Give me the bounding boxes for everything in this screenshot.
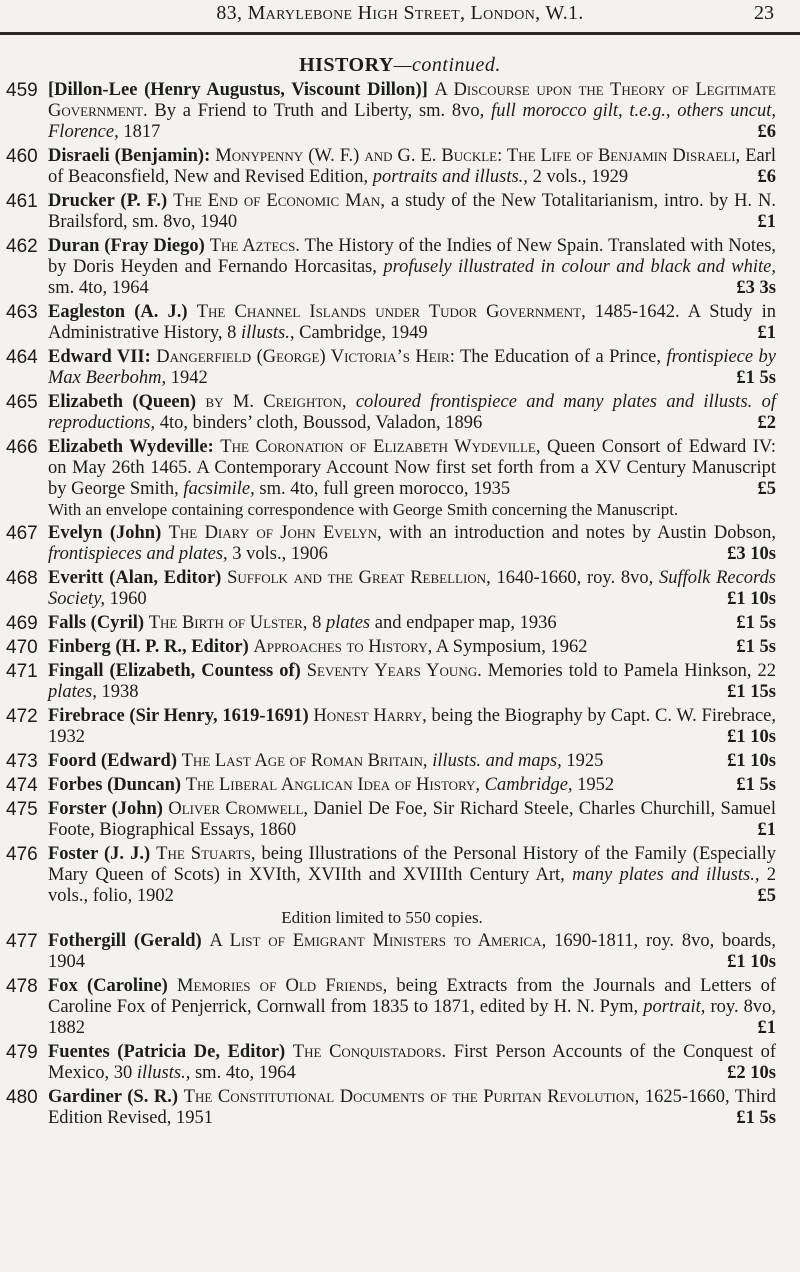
entry-description: illusts., xyxy=(136,1063,191,1083)
catalogue-entry xyxy=(0,751,800,772)
entry-number: 461 xyxy=(6,191,38,212)
entry-details: The History of the Indies of New Spain. Translated with Notes, by Doris Heyden and Fernando Horcasitas, xyxy=(48,236,777,277)
entry-title: Oliver Cromwell, xyxy=(168,799,309,819)
catalogue-entry xyxy=(0,976,800,1039)
entry-text xyxy=(48,1042,776,1084)
entry-price: £1 xyxy=(757,1018,776,1038)
section-continued: —continued. xyxy=(393,54,501,76)
entry-price: £1 xyxy=(757,212,776,232)
catalogue-entry xyxy=(0,637,800,658)
entry-text xyxy=(48,844,776,907)
entry-title: Honest Harry, xyxy=(313,706,427,726)
entry-author: Disraeli (Benjamin): xyxy=(48,146,211,166)
entry-imprint: sm. 4to, 1964 xyxy=(48,278,149,298)
entry-price: £2 10s xyxy=(727,1063,776,1083)
catalogue-entries xyxy=(0,80,800,1132)
catalogue-entry xyxy=(0,1087,800,1129)
entry-text xyxy=(48,613,776,634)
entry-details: 1485-1642. A Study in Administrative History, 8 xyxy=(48,302,776,343)
entry-title: The Conquistadors. xyxy=(292,1042,447,1062)
entry-author: Forster (John) xyxy=(48,799,163,819)
entry-author: Eagleston (A. J.) xyxy=(48,302,188,322)
entry-details: First Person Accounts of the Conquest of Mexico, 30 xyxy=(48,1042,777,1083)
entry-author: Forbes (Duncan) xyxy=(48,775,182,795)
entry-author: Fuentes (Patricia De, Editor) xyxy=(48,1042,286,1062)
catalogue-entry xyxy=(0,706,800,748)
entry-author: [Dillon-Lee (Henry Augustus, Viscount Dillon)] xyxy=(48,80,428,100)
catalogue-entry xyxy=(0,844,800,928)
entry-text xyxy=(48,568,776,610)
entry-title: The Diary of John Evelyn, xyxy=(168,523,382,543)
catalogue-entry xyxy=(0,1042,800,1084)
entry-price: £1 5s xyxy=(736,368,776,388)
entry-number: 474 xyxy=(6,775,38,796)
entry-price: £1 15s xyxy=(727,682,776,702)
entry-price: £1 10s xyxy=(727,751,776,771)
entry-text xyxy=(48,302,776,344)
entry-number: 464 xyxy=(6,347,38,368)
catalogue-entry xyxy=(0,236,800,299)
entry-author: Evelyn (John) xyxy=(48,523,162,543)
entry-number: 465 xyxy=(6,392,38,413)
entry-details: being Illustrations of the Personal History of the Family (Especially Mary Queen of Scots) in XVIth, XVIIth and XVIIIth Century Art, xyxy=(48,844,777,885)
entry-description: profusely illustrated in colour and black and white, xyxy=(383,257,777,277)
entry-text xyxy=(48,146,776,188)
entry-author: Elizabeth (Queen) xyxy=(48,392,197,412)
entry-text xyxy=(48,637,776,658)
entry-description: plates, xyxy=(48,682,97,702)
entry-imprint: 1938 xyxy=(101,682,139,702)
entry-number: 467 xyxy=(6,523,38,544)
entry-number: 476 xyxy=(6,844,38,865)
page-header xyxy=(0,0,800,34)
entry-description: Suffolk Records Society, xyxy=(48,568,777,609)
entry-author: Duran (Fray Diego) xyxy=(48,236,205,256)
entry-title: The Coronation of Elizabeth Wydeville, xyxy=(220,437,541,457)
entry-price: £1 xyxy=(757,820,776,840)
entry-imprint: 1817 xyxy=(123,122,161,142)
entry-imprint: and endpaper map, 1936 xyxy=(374,613,557,633)
catalogue-entry xyxy=(0,523,800,565)
entry-author: Firebrace (Sir Henry, 1619-1691) xyxy=(48,706,309,726)
entry-number: 479 xyxy=(6,1042,38,1063)
catalogue-entry xyxy=(0,775,800,796)
entry-author: Falls (Cyril) xyxy=(48,613,145,633)
entry-description: portrait, xyxy=(643,997,706,1017)
entry-price: £2 xyxy=(757,413,776,433)
entry-text xyxy=(48,706,776,748)
entry-details: a study of the New Totalitarianism, intro. by H. N. Brailsford, sm. 8vo, 1940 xyxy=(48,191,777,232)
entry-imprint: 2 vols., folio, 1902 xyxy=(48,865,776,906)
entry-number: 471 xyxy=(6,661,38,682)
catalogue-entry xyxy=(0,392,800,434)
entry-details: being Extracts from the Journals and Letters of Caroline Fox of Penjerrick, Cornwall from 1835 to 1871, edited by H. N. Pym, xyxy=(48,976,777,1017)
entry-text xyxy=(48,1087,776,1129)
entry-text xyxy=(48,191,776,233)
entry-author: Foster (J. J.) xyxy=(48,844,151,864)
catalogue-entry xyxy=(0,347,800,389)
entry-details: A Symposium, 1962 xyxy=(435,637,588,657)
entry-details: Earl of Beaconsfield, New and Revised Edition, xyxy=(48,146,777,187)
entry-title: by M. Creighton, xyxy=(205,392,347,412)
entry-note: With an envelope containing correspondence with George Smith concerning the Manuscript. xyxy=(48,500,679,519)
entry-imprint: 1960 xyxy=(109,589,147,609)
entry-text xyxy=(48,931,776,973)
entry-text xyxy=(48,523,776,565)
entry-note: Edition limited to 550 copies. xyxy=(281,908,483,927)
entry-number: 466 xyxy=(6,437,38,458)
entry-details: being the Biography by Capt. C. W. Firebrace, 1932 xyxy=(48,706,776,747)
entry-number: 477 xyxy=(6,931,38,952)
entry-title: The Channel Islands under Tudor Government, xyxy=(196,302,586,322)
entry-description: many plates and illusts., xyxy=(572,865,760,885)
entry-price: £5 xyxy=(757,479,776,499)
entry-details: 1690-1811, roy. 8vo, boards, 1904 xyxy=(48,931,776,972)
entry-author: Fingall (Elizabeth, Countess of) xyxy=(48,661,301,681)
entry-imprint: 4to, binders’ cloth, Boussod, Valadon, 1896 xyxy=(159,413,483,433)
entry-imprint: 1925 xyxy=(566,751,604,771)
entry-description: frontispiece by Max Beerbohm, xyxy=(48,347,777,388)
entry-details: Queen Consort of Edward IV: on May 26th 1465. A Contemporary Account Now first set forth from a XV Century Manuscript by George Smith, xyxy=(48,437,776,499)
entry-number: 459 xyxy=(6,80,38,101)
section-title: HISTORY xyxy=(299,54,394,76)
catalogue-entry xyxy=(0,661,800,703)
entry-imprint: sm. 4to, full green morocco, 1935 xyxy=(259,479,511,499)
entry-title: The End of Economic Man, xyxy=(173,191,385,211)
entry-details: By a Friend to Truth and Liberty, sm. 8vo, xyxy=(154,101,485,121)
entry-imprint: 3 vols., 1906 xyxy=(232,544,328,564)
entry-number: 468 xyxy=(6,568,38,589)
catalogue-entry xyxy=(0,191,800,233)
entry-details: Memories told to Pamela Hinkson, 22 xyxy=(487,661,777,681)
entry-imprint: sm. 4to, 1964 xyxy=(194,1063,296,1083)
entry-author: Fothergill (Gerald) xyxy=(48,931,202,951)
entry-author: Fox (Caroline) xyxy=(48,976,168,996)
entry-price: £1 10s xyxy=(727,952,776,972)
catalogue-entry xyxy=(0,146,800,188)
entry-description: portraits and illusts., xyxy=(372,167,528,187)
entry-price: £1 5s xyxy=(736,1108,776,1128)
entry-text xyxy=(48,661,776,703)
entry-description: frontispieces and plates, xyxy=(48,544,228,564)
entry-price: £6 xyxy=(757,122,776,142)
entry-text xyxy=(48,437,776,500)
entry-number: 463 xyxy=(6,302,38,323)
entry-description: illusts., xyxy=(241,323,295,343)
catalogue-entry xyxy=(0,799,800,841)
entry-price: £1 5s xyxy=(736,613,776,633)
header-rule xyxy=(0,32,800,35)
catalogue-entry xyxy=(0,568,800,610)
entry-imprint: 1942 xyxy=(170,368,208,388)
entry-author: Foord (Edward) xyxy=(48,751,177,771)
header-address: 83, Marylebone High Street, London, W.1. xyxy=(216,2,584,24)
entry-text xyxy=(48,347,776,389)
entry-title: The Aztecs. xyxy=(209,236,300,256)
page-number: 23 xyxy=(754,2,774,24)
entry-imprint: roy. 8vo, 1882 xyxy=(48,997,776,1038)
entry-number: 478 xyxy=(6,976,38,997)
entry-number: 473 xyxy=(6,751,38,772)
entry-title: The Constitutional Documents of the Puritan Revolution, xyxy=(183,1087,640,1107)
entry-details: The Education of a Prince, xyxy=(459,347,661,367)
entry-text xyxy=(48,976,776,1039)
entry-author: Elizabeth Wydeville: xyxy=(48,437,214,457)
entry-description: facsimile, xyxy=(183,479,255,499)
entry-author: Everitt (Alan, Editor) xyxy=(48,568,222,588)
entry-imprint: 1952 xyxy=(577,775,615,795)
entry-description: illusts. and maps, xyxy=(432,751,562,771)
entry-price: £5 xyxy=(757,886,776,906)
entry-details: 1640-1660, roy. 8vo, xyxy=(496,568,654,588)
catalogue-entry xyxy=(0,80,800,143)
entry-number: 475 xyxy=(6,799,38,820)
entry-author: Drucker (P. F.) xyxy=(48,191,168,211)
entry-details: Daniel De Foe, Sir Richard Steele, Charles Churchill, Samuel Foote, Biographical Essays, 1860 xyxy=(48,799,777,840)
entry-number: 460 xyxy=(6,146,38,167)
entry-text xyxy=(48,392,776,434)
entry-price: £1 5s xyxy=(736,637,776,657)
entry-title: Approaches to History, xyxy=(253,637,433,657)
entry-title: Seventy Years Young. xyxy=(306,661,482,681)
entry-details: 8 xyxy=(312,613,322,633)
entry-price: £3 10s xyxy=(727,544,776,564)
entry-imprint: 2 vols., 1929 xyxy=(532,167,629,187)
entry-number: 470 xyxy=(6,637,38,658)
catalogue-entry xyxy=(0,302,800,344)
entry-text xyxy=(48,775,776,796)
entry-number: 469 xyxy=(6,613,38,634)
entry-title: Dangerfield (George) Victoria’s Heir: xyxy=(156,347,455,367)
entry-title: Memories of Old Friends, xyxy=(177,976,388,996)
catalogue-entry xyxy=(0,437,800,520)
entry-price: £1 10s xyxy=(727,589,776,609)
entry-text xyxy=(48,236,776,299)
entry-number: 472 xyxy=(6,706,38,727)
entry-title: The Stuarts, xyxy=(156,844,256,864)
entry-details: 1625-1660, Third Edition Revised, 1951 xyxy=(48,1087,776,1128)
entry-title: The Birth of Ulster, xyxy=(148,613,308,633)
entry-author: Gardiner (S. R.) xyxy=(48,1087,179,1107)
entry-text xyxy=(48,799,776,841)
entry-title: A List of Emigrant Ministers to America, xyxy=(209,931,547,951)
entry-price: £1 xyxy=(757,323,776,343)
entry-description: full morocco gilt, t.e.g., others uncut, Florence, xyxy=(48,101,777,142)
entry-title: The Liberal Anglican Idea of History, xyxy=(185,775,481,795)
entry-price: £1 5s xyxy=(736,775,776,795)
catalogue-entry xyxy=(0,613,800,634)
entry-author: Edward VII: xyxy=(48,347,151,367)
section-heading xyxy=(0,54,800,77)
entry-description: plates xyxy=(325,613,371,633)
entry-number: 480 xyxy=(6,1087,38,1108)
entry-title: The Last Age of Roman Britain, xyxy=(181,751,428,771)
entry-title: Suffolk and the Great Rebellion, xyxy=(227,568,491,588)
entry-text xyxy=(48,751,776,772)
entry-author: Finberg (H. P. R., Editor) xyxy=(48,637,249,657)
entry-number: 462 xyxy=(6,236,38,257)
entry-price: £3 3s xyxy=(736,278,776,298)
entry-title: Monypenny (W. F.) and G. E. Buckle: The Life of Benjamin Disraeli, xyxy=(215,146,741,166)
entry-description: Cambridge, xyxy=(484,775,573,795)
entry-title: A Discourse upon the Theory of Legitimate Government. xyxy=(48,80,776,121)
catalogue-entry xyxy=(0,931,800,973)
entry-details: with an introduction and notes by Austin Dobson, xyxy=(389,523,777,543)
entry-price: £1 10s xyxy=(727,727,776,747)
entry-description: coloured frontispiece and many plates and illusts. of reproductions, xyxy=(48,392,777,433)
entry-imprint: Cambridge, 1949 xyxy=(299,323,428,343)
entry-text xyxy=(48,80,776,143)
entry-price: £6 xyxy=(757,167,776,187)
